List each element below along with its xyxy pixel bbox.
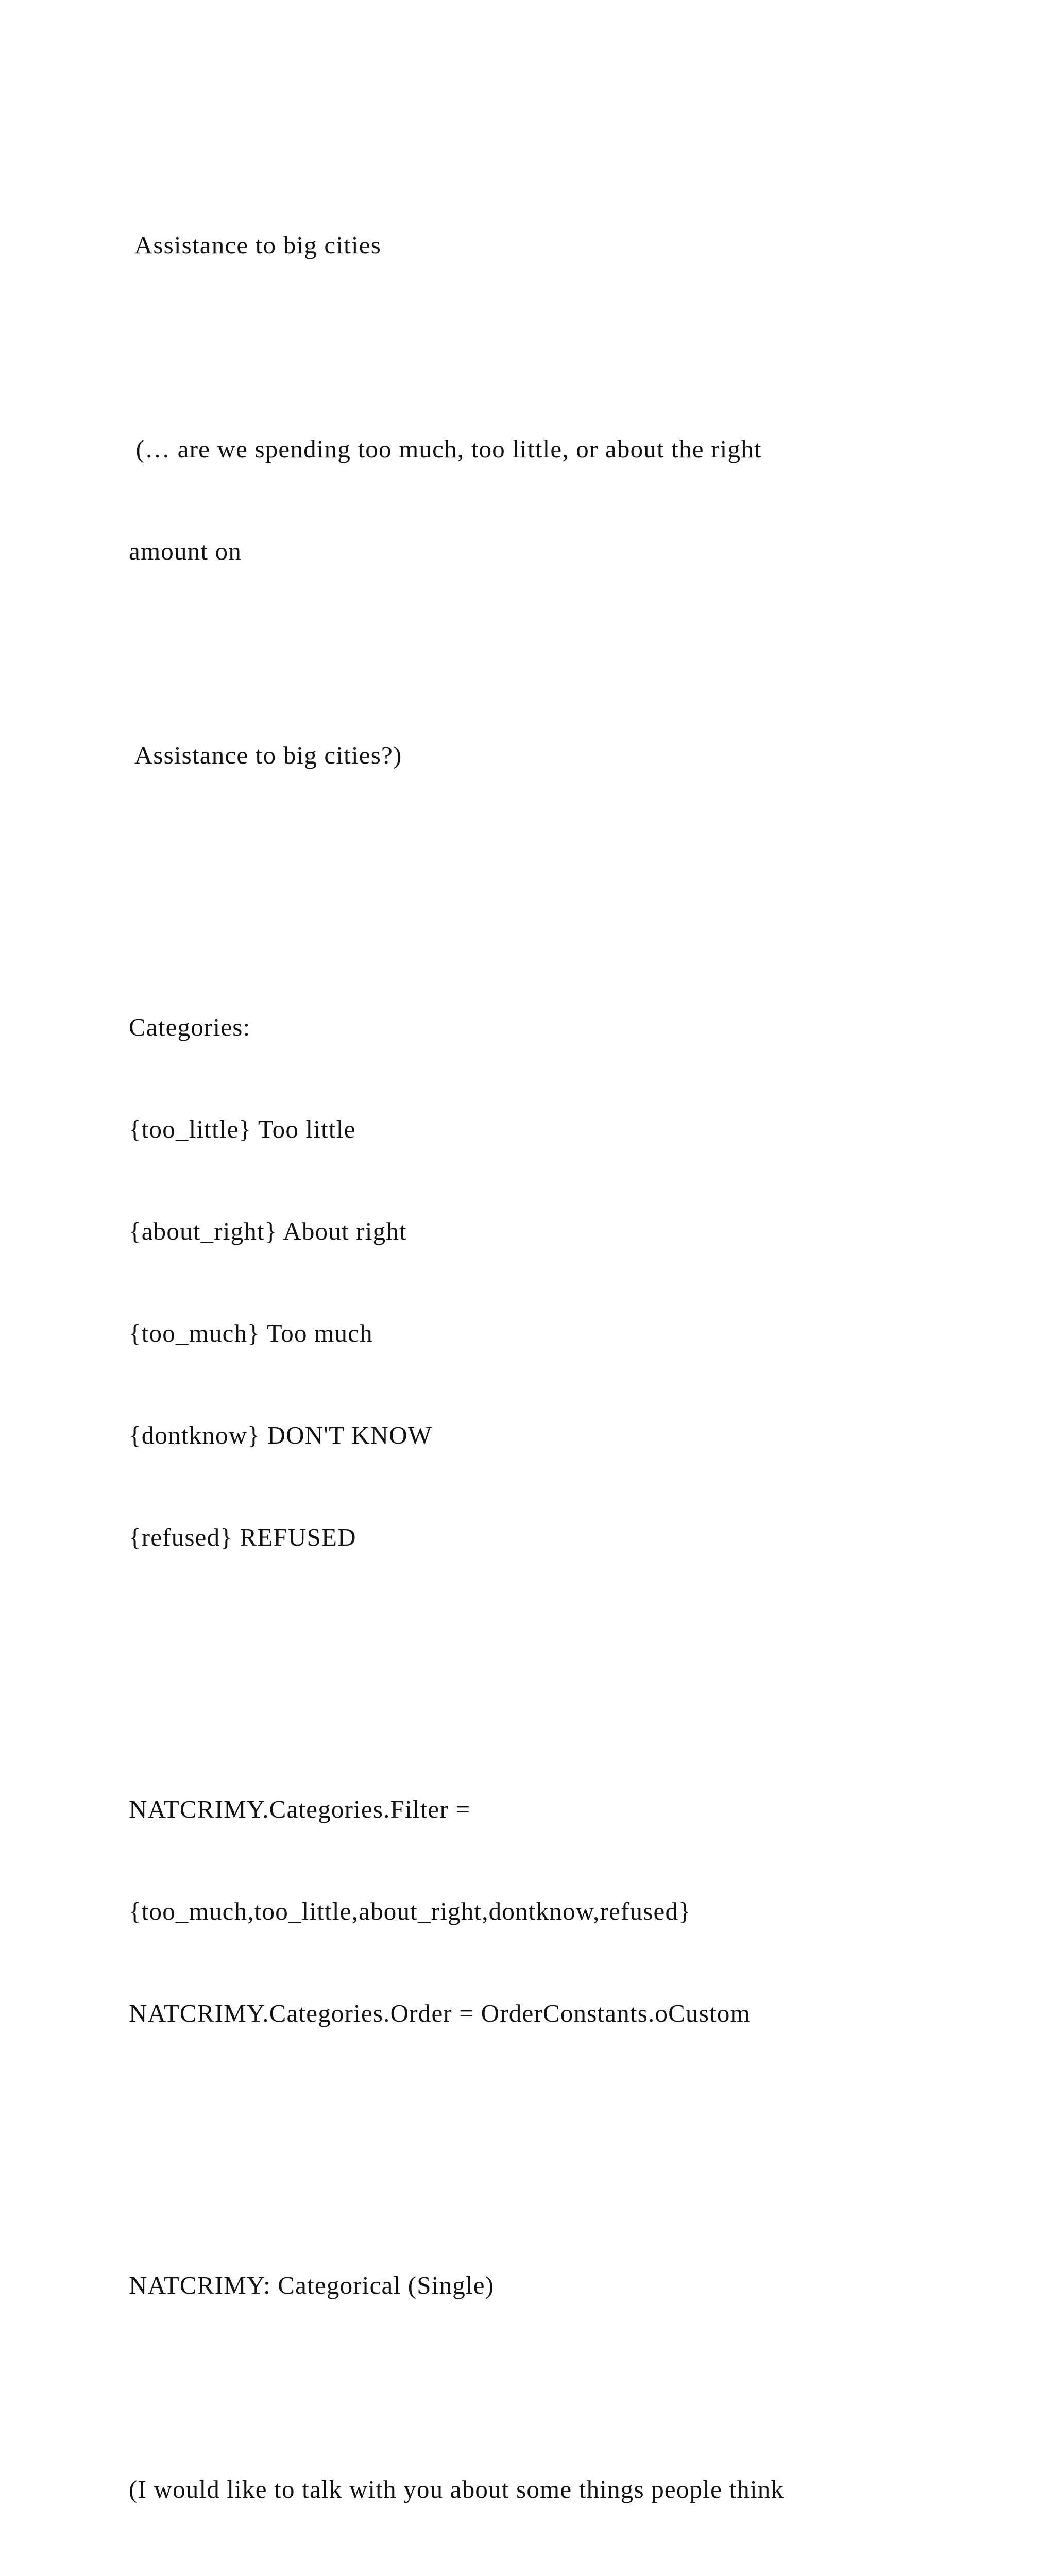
blank-lines: [129, 2098, 979, 2166]
variable-heading: NATCRIMY: Categorical (Single): [129, 2271, 495, 2299]
blank-lines: [129, 840, 979, 908]
filter-code-line: NATCRIMY.Categories.Filter =: [129, 1795, 471, 1823]
order-code-line: NATCRIMY.Categories.Order = OrderConstants.oCustom: [129, 1999, 751, 2027]
blank-line: [129, 2370, 979, 2404]
intro-line: (I would like to talk with you about some things people think: [129, 2475, 785, 2503]
categories-label: Categories:: [129, 1013, 251, 1041]
topic-heading-big-cities: Assistance to big cities: [129, 231, 381, 259]
category-item: {about_right} About right: [129, 1217, 407, 1245]
document-body: [129, 126, 979, 2576]
category-item: {too_much} Too much: [129, 1319, 373, 1347]
topic-repeat-line: Assistance to big cities?): [129, 741, 402, 769]
blank-lines: [129, 1622, 979, 1690]
intro-line: [129, 2574, 979, 2576]
blank-line: [129, 636, 979, 670]
filter-code-line: {too_much,too_little,about_right,dontknow,refused}: [129, 1897, 691, 1925]
question-line: (… are we spending too much, too little, or about the right: [129, 435, 762, 463]
category-item: {dontknow} DON'T KNOW: [129, 1421, 433, 1449]
category-item: {too_little} Too little: [129, 1115, 356, 1143]
question-line: amount on: [129, 537, 242, 565]
blank-line: [129, 330, 979, 364]
category-item: {refused} REFUSED: [129, 1523, 356, 1551]
